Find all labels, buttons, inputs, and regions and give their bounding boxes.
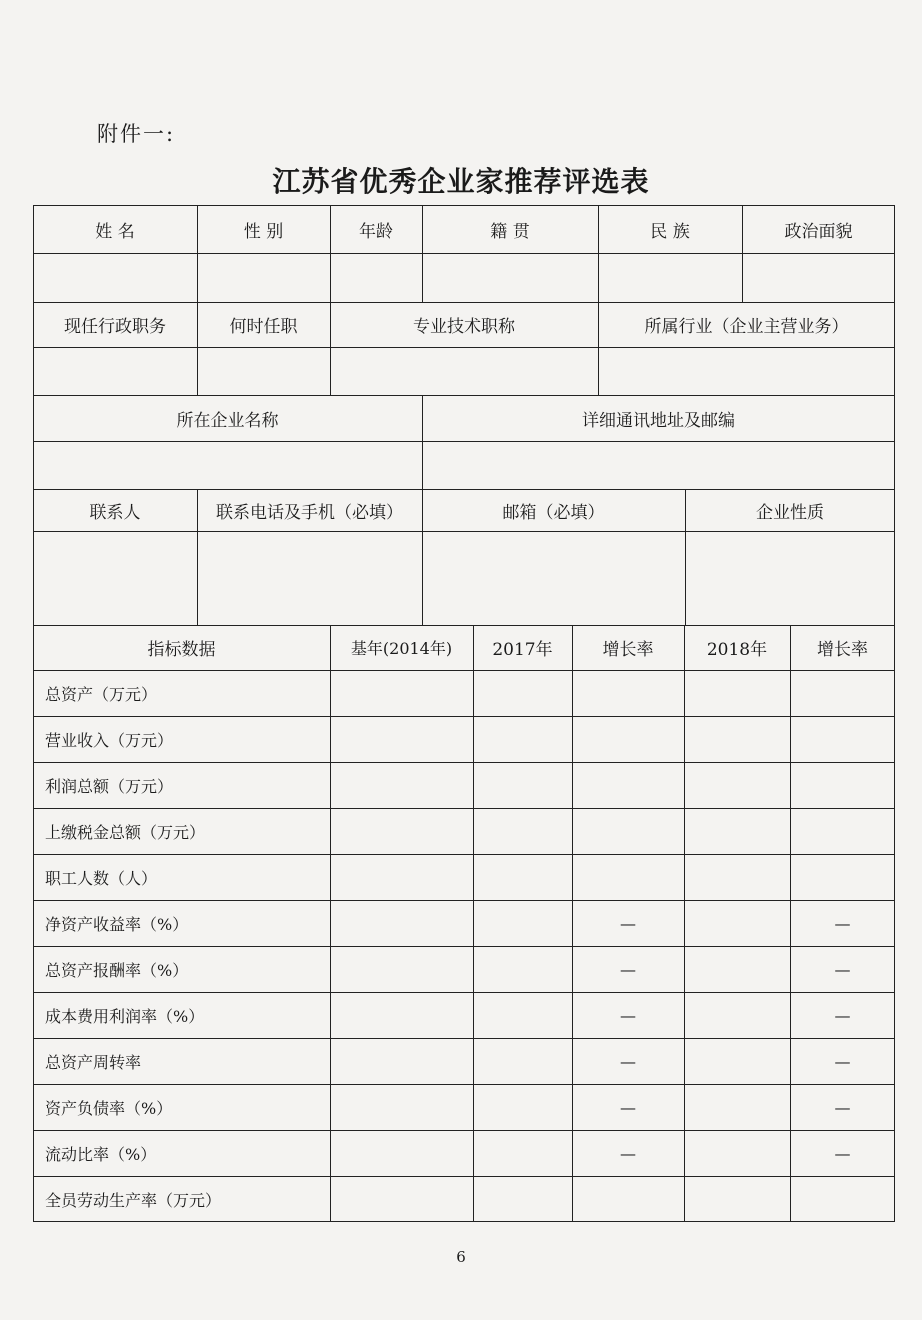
growth-2017-cell[interactable] xyxy=(572,670,684,716)
header-professional-title: 专业技术职称 xyxy=(413,317,515,337)
growth-2018-cell[interactable] xyxy=(790,762,895,808)
indicator-label: 总资产周转率 xyxy=(45,1052,142,1072)
indicator-label: 职工人数（人） xyxy=(45,868,158,888)
header-ethnicity: 民 族 xyxy=(650,221,690,242)
growth-2017-cell[interactable] xyxy=(572,1176,684,1222)
indicator-label: 利润总额（万元） xyxy=(45,776,174,796)
header-age: 年龄 xyxy=(359,221,393,242)
value-2018-cell[interactable] xyxy=(684,1084,790,1130)
header-company-name: 所在企业名称 xyxy=(176,410,279,431)
indicator-label: 上缴税金总额（万元） xyxy=(45,822,206,842)
header-phone: 联系电话及手机（必填） xyxy=(216,502,403,523)
value-2018-cell[interactable] xyxy=(684,716,790,762)
input-age[interactable] xyxy=(330,253,422,302)
value-2018-cell[interactable] xyxy=(684,1176,790,1222)
growth-2018-cell[interactable]: — xyxy=(834,1051,851,1071)
form-title: 江苏省优秀企业家推荐评选表 xyxy=(272,165,650,198)
growth-2017-cell[interactable]: — xyxy=(620,1051,636,1071)
base-year-cell[interactable] xyxy=(330,854,473,900)
indicator-label: 净资产收益率（%） xyxy=(45,914,189,934)
header-indicator: 指标数据 xyxy=(147,640,216,660)
growth-2018-cell[interactable]: — xyxy=(834,1143,851,1163)
growth-2018-cell[interactable]: — xyxy=(834,1005,851,1025)
growth-2017-cell[interactable] xyxy=(572,716,684,762)
indicator-label: 全员劳动生产率（万元） xyxy=(45,1190,222,1210)
header-gender: 性 别 xyxy=(243,221,284,242)
value-2017-cell[interactable] xyxy=(473,1038,572,1084)
value-2017-cell[interactable] xyxy=(473,946,572,992)
growth-2018-cell[interactable] xyxy=(790,1176,895,1222)
attachment-label: 附件一: xyxy=(97,122,176,146)
page-number: 6 xyxy=(456,1248,466,1266)
input-contact-person[interactable] xyxy=(33,531,197,625)
base-year-cell[interactable] xyxy=(330,992,473,1038)
indicator-label: 资产负债率（%） xyxy=(45,1098,173,1118)
indicator-label: 总资产（万元） xyxy=(45,684,158,704)
indicator-label: 营业收入（万元） xyxy=(45,730,174,750)
value-2017-cell[interactable] xyxy=(473,1084,572,1130)
value-2018-cell[interactable] xyxy=(684,946,790,992)
growth-2018-cell[interactable]: — xyxy=(834,913,851,933)
input-name[interactable] xyxy=(33,253,197,302)
growth-2017-cell[interactable]: — xyxy=(620,1143,636,1163)
growth-2018-cell[interactable] xyxy=(790,854,895,900)
header-current-position: 现任行政职务 xyxy=(64,317,166,337)
base-year-cell[interactable] xyxy=(330,762,473,808)
growth-2018-cell[interactable] xyxy=(790,670,895,716)
growth-2017-cell[interactable] xyxy=(572,808,684,854)
base-year-cell[interactable] xyxy=(330,1176,473,1222)
input-gender[interactable] xyxy=(197,253,330,302)
value-2018-cell[interactable] xyxy=(684,808,790,854)
header-base-year: 基年(2014年) xyxy=(350,639,453,658)
header-2018: 2018年 xyxy=(706,640,768,660)
indicator-label: 流动比率（%） xyxy=(45,1144,157,1164)
header-company-type: 企业性质 xyxy=(756,502,824,523)
header-growth-2017: 增长率 xyxy=(602,640,654,660)
value-2017-cell[interactable] xyxy=(473,762,572,808)
value-2018-cell[interactable] xyxy=(684,854,790,900)
header-political-status: 政治面貌 xyxy=(784,221,853,242)
base-year-cell[interactable] xyxy=(330,946,473,992)
input-phone[interactable] xyxy=(197,531,422,625)
base-year-cell[interactable] xyxy=(330,1038,473,1084)
growth-2018-cell[interactable] xyxy=(790,716,895,762)
value-2018-cell[interactable] xyxy=(684,900,790,946)
growth-2018-cell[interactable]: — xyxy=(834,959,851,979)
base-year-cell[interactable] xyxy=(330,670,473,716)
input-political-status[interactable] xyxy=(742,253,895,302)
growth-2017-cell[interactable]: — xyxy=(620,959,636,979)
value-2017-cell[interactable] xyxy=(473,808,572,854)
input-company-type[interactable] xyxy=(685,531,895,625)
growth-2017-cell[interactable] xyxy=(572,762,684,808)
growth-2018-cell[interactable] xyxy=(790,808,895,854)
value-2018-cell[interactable] xyxy=(684,670,790,716)
input-professional-title[interactable] xyxy=(330,347,598,395)
indicator-label: 成本费用利润率（%） xyxy=(45,1006,205,1026)
base-year-cell[interactable] xyxy=(330,1084,473,1130)
input-native-place[interactable] xyxy=(422,253,598,302)
input-ethnicity[interactable] xyxy=(598,253,742,302)
growth-2018-cell[interactable]: — xyxy=(834,1097,851,1117)
value-2017-cell[interactable] xyxy=(473,900,572,946)
value-2018-cell[interactable] xyxy=(684,762,790,808)
growth-2017-cell[interactable]: — xyxy=(620,1005,636,1025)
header-native-place: 籍 贯 xyxy=(490,221,530,242)
header-industry: 所属行业（企业主营业务） xyxy=(644,317,849,337)
value-2018-cell[interactable] xyxy=(684,1038,790,1084)
header-email: 邮箱（必填） xyxy=(502,502,605,523)
value-2017-cell[interactable] xyxy=(473,992,572,1038)
header-address: 详细通讯地址及邮编 xyxy=(582,410,735,431)
header-name: 姓 名 xyxy=(95,221,135,242)
value-2017-cell[interactable] xyxy=(473,854,572,900)
value-2017-cell[interactable] xyxy=(473,716,572,762)
base-year-cell[interactable] xyxy=(330,900,473,946)
value-2018-cell[interactable] xyxy=(684,992,790,1038)
header-contact-person: 联系人 xyxy=(89,502,141,523)
input-appointment-date[interactable] xyxy=(197,347,330,395)
base-year-cell[interactable] xyxy=(330,808,473,854)
growth-2017-cell[interactable]: — xyxy=(620,913,636,933)
header-appointment-date: 何时任职 xyxy=(229,317,298,337)
input-email[interactable] xyxy=(422,531,685,625)
value-2017-cell[interactable] xyxy=(473,1130,572,1176)
value-2017-cell[interactable] xyxy=(473,670,572,716)
input-current-position[interactable] xyxy=(33,347,197,395)
header-growth-2018: 增长率 xyxy=(817,640,868,660)
indicator-label: 总资产报酬率（%） xyxy=(45,960,189,980)
value-2018-cell[interactable] xyxy=(684,1130,790,1176)
input-address[interactable] xyxy=(422,441,895,489)
base-year-cell[interactable] xyxy=(330,1130,473,1176)
value-2017-cell[interactable] xyxy=(473,1176,572,1222)
growth-2017-cell[interactable] xyxy=(572,854,684,900)
base-year-cell[interactable] xyxy=(330,716,473,762)
input-industry[interactable] xyxy=(598,347,895,395)
input-company-name[interactable] xyxy=(33,441,422,489)
growth-2017-cell[interactable]: — xyxy=(620,1097,636,1117)
header-2017: 2017年 xyxy=(492,640,553,660)
